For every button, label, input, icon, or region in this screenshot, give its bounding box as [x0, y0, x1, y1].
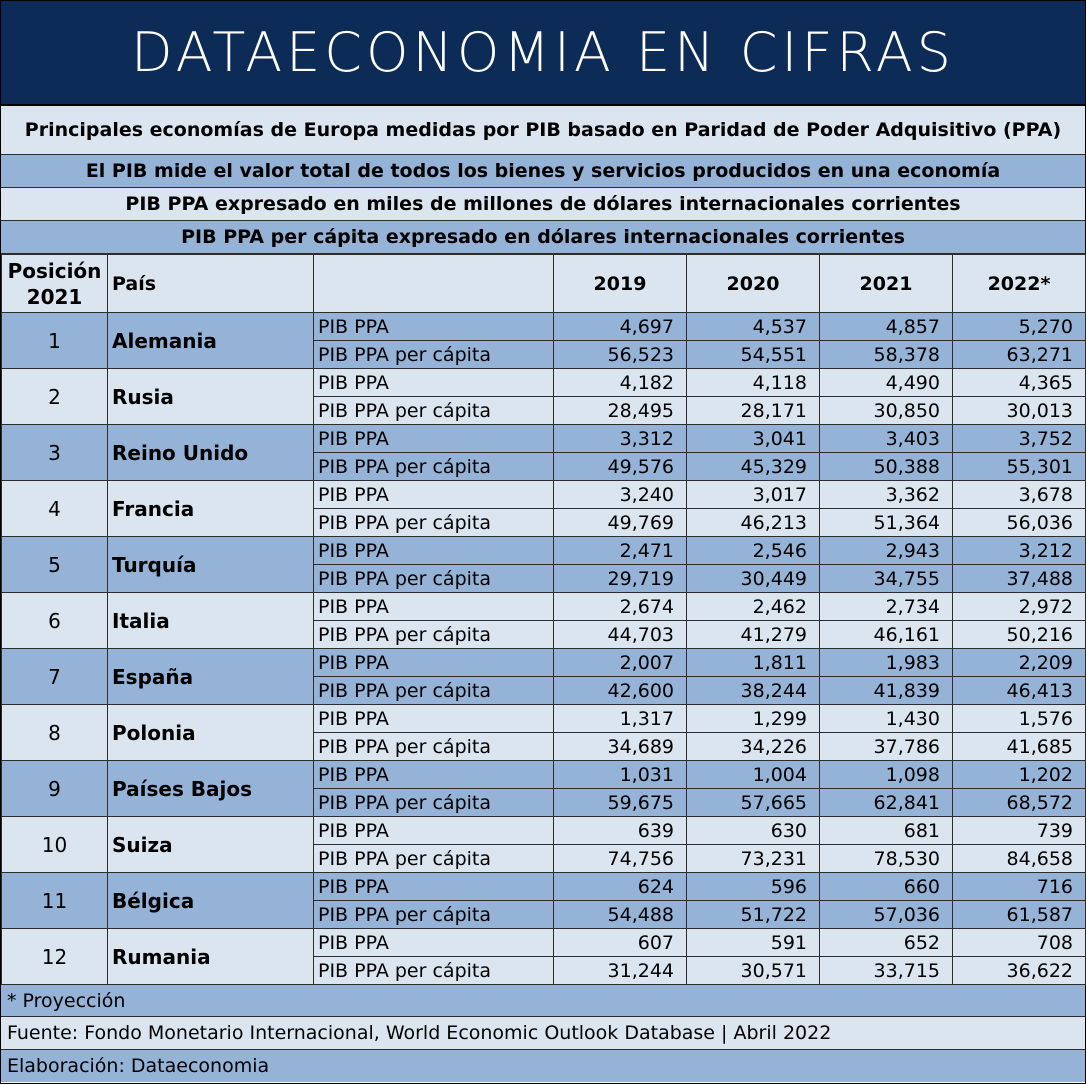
country-cell: Rusia — [108, 369, 314, 425]
per-capita-value-cell: 46,161 — [820, 621, 953, 649]
gdp-value-cell: 1,317 — [554, 705, 687, 733]
table-row — [2, 929, 1086, 957]
per-capita-value-cell: 46,413 — [953, 677, 1086, 705]
country-cell: Reino Unido — [108, 425, 314, 481]
per-capita-value-cell: 56,523 — [554, 341, 687, 369]
metric-label-per-capita: PIB PPA per cápita — [314, 341, 554, 369]
subtitle-main: Principales economías de Europa medidas por PIB basado en Paridad de Poder Adquisitivo (PPA) — [1, 106, 1085, 155]
per-capita-value-cell: 34,226 — [687, 733, 820, 761]
position-cell: 10 — [2, 817, 108, 873]
per-capita-value-cell: 38,244 — [687, 677, 820, 705]
column-header-metric — [314, 255, 554, 313]
metric-label-gdp: PIB PPA — [314, 313, 554, 341]
metric-label-gdp: PIB PPA — [314, 593, 554, 621]
per-capita-value-cell: 58,378 — [820, 341, 953, 369]
per-capita-value-cell: 41,839 — [820, 677, 953, 705]
gdp-table — [1, 254, 1086, 985]
table-row — [2, 873, 1086, 901]
per-capita-value-cell: 62,841 — [820, 789, 953, 817]
subtitle-gdp-definition: El PIB mide el valor total de todos los bienes y servicios producidos en una economía — [1, 155, 1085, 188]
country-cell: Países Bajos — [108, 761, 314, 817]
gdp-value-cell: 1,811 — [687, 649, 820, 677]
per-capita-value-cell: 46,213 — [687, 509, 820, 537]
gdp-value-cell: 716 — [953, 873, 1086, 901]
gdp-value-cell: 660 — [820, 873, 953, 901]
per-capita-value-cell: 74,756 — [554, 845, 687, 873]
per-capita-value-cell: 36,622 — [953, 957, 1086, 985]
per-capita-value-cell: 44,703 — [554, 621, 687, 649]
gdp-value-cell: 3,752 — [953, 425, 1086, 453]
metric-label-per-capita: PIB PPA per cápita — [314, 845, 554, 873]
per-capita-value-cell: 29,719 — [554, 565, 687, 593]
metric-label-gdp: PIB PPA — [314, 369, 554, 397]
metric-label-per-capita: PIB PPA per cápita — [314, 733, 554, 761]
per-capita-value-cell: 56,036 — [953, 509, 1086, 537]
gdp-value-cell: 2,546 — [687, 537, 820, 565]
position-cell: 2 — [2, 369, 108, 425]
position-cell: 4 — [2, 481, 108, 537]
per-capita-value-cell: 30,449 — [687, 565, 820, 593]
gdp-value-cell: 1,430 — [820, 705, 953, 733]
per-capita-value-cell: 50,388 — [820, 453, 953, 481]
table-row — [2, 425, 1086, 453]
gdp-value-cell: 2,007 — [554, 649, 687, 677]
table-row — [2, 761, 1086, 789]
column-header-position — [2, 255, 108, 313]
per-capita-value-cell: 34,689 — [554, 733, 687, 761]
per-capita-value-cell: 57,036 — [820, 901, 953, 929]
metric-label-per-capita: PIB PPA per cápita — [314, 621, 554, 649]
metric-label-gdp: PIB PPA — [314, 873, 554, 901]
gdp-value-cell: 4,365 — [953, 369, 1086, 397]
per-capita-value-cell: 68,572 — [953, 789, 1086, 817]
position-cell: 12 — [2, 929, 108, 985]
footer-source: Fuente: Fondo Monetario Internacional, World Economic Outlook Database | Abril 2022 — [1, 1017, 1085, 1050]
gdp-value-cell: 3,041 — [687, 425, 820, 453]
gdp-value-cell: 3,312 — [554, 425, 687, 453]
table-row — [2, 649, 1086, 677]
column-header-year: 2020 — [687, 255, 820, 313]
gdp-value-cell: 2,943 — [820, 537, 953, 565]
gdp-value-cell: 624 — [554, 873, 687, 901]
per-capita-value-cell: 59,675 — [554, 789, 687, 817]
per-capita-value-cell: 61,587 — [953, 901, 1086, 929]
gdp-value-cell: 739 — [953, 817, 1086, 845]
gdp-value-cell: 3,017 — [687, 481, 820, 509]
gdp-value-cell: 630 — [687, 817, 820, 845]
gdp-value-cell: 4,537 — [687, 313, 820, 341]
position-cell: 7 — [2, 649, 108, 705]
gdp-value-cell: 4,857 — [820, 313, 953, 341]
gdp-value-cell: 5,270 — [953, 313, 1086, 341]
per-capita-value-cell: 30,571 — [687, 957, 820, 985]
country-cell: Rumania — [108, 929, 314, 985]
subtitle-gdp-units: PIB PPA expresado en miles de millones de dólares internacionales corrientes — [1, 188, 1085, 221]
metric-label-per-capita: PIB PPA per cápita — [314, 677, 554, 705]
gdp-value-cell: 4,490 — [820, 369, 953, 397]
metric-label-per-capita: PIB PPA per cápita — [314, 901, 554, 929]
gdp-value-cell: 1,299 — [687, 705, 820, 733]
per-capita-value-cell: 49,769 — [554, 509, 687, 537]
per-capita-value-cell: 37,786 — [820, 733, 953, 761]
metric-label-per-capita: PIB PPA per cápita — [314, 453, 554, 481]
position-cell: 1 — [2, 313, 108, 369]
country-cell: España — [108, 649, 314, 705]
footnote-projection: * Proyección — [1, 985, 1085, 1017]
country-cell: Bélgica — [108, 873, 314, 929]
gdp-value-cell: 652 — [820, 929, 953, 957]
per-capita-value-cell: 33,715 — [820, 957, 953, 985]
gdp-value-cell: 3,240 — [554, 481, 687, 509]
gdp-value-cell: 596 — [687, 873, 820, 901]
table-header-row — [2, 255, 1086, 313]
per-capita-value-cell: 54,551 — [687, 341, 820, 369]
metric-label-gdp: PIB PPA — [314, 537, 554, 565]
gdp-value-cell: 3,362 — [820, 481, 953, 509]
gdp-value-cell: 681 — [820, 817, 953, 845]
metric-label-per-capita: PIB PPA per cápita — [314, 957, 554, 985]
per-capita-value-cell: 28,495 — [554, 397, 687, 425]
country-cell: Turquía — [108, 537, 314, 593]
gdp-value-cell: 3,678 — [953, 481, 1086, 509]
table-row — [2, 313, 1086, 341]
metric-label-per-capita: PIB PPA per cápita — [314, 509, 554, 537]
gdp-value-cell: 639 — [554, 817, 687, 845]
metric-label-gdp: PIB PPA — [314, 929, 554, 957]
gdp-value-cell: 1,202 — [953, 761, 1086, 789]
per-capita-value-cell: 73,231 — [687, 845, 820, 873]
gdp-value-cell: 1,031 — [554, 761, 687, 789]
gdp-value-cell: 1,098 — [820, 761, 953, 789]
per-capita-value-cell: 51,722 — [687, 901, 820, 929]
metric-label-per-capita: PIB PPA per cápita — [314, 397, 554, 425]
per-capita-value-cell: 28,171 — [687, 397, 820, 425]
country-cell: Italia — [108, 593, 314, 649]
gdp-value-cell: 1,576 — [953, 705, 1086, 733]
table-body — [2, 313, 1086, 985]
position-cell: 6 — [2, 593, 108, 649]
table-row — [2, 537, 1086, 565]
gdp-value-cell: 2,209 — [953, 649, 1086, 677]
per-capita-value-cell: 31,244 — [554, 957, 687, 985]
column-header-year: 2019 — [554, 255, 687, 313]
gdp-value-cell: 2,462 — [687, 593, 820, 621]
position-cell: 3 — [2, 425, 108, 481]
gdp-value-cell: 3,212 — [953, 537, 1086, 565]
gdp-value-cell: 4,118 — [687, 369, 820, 397]
gdp-value-cell: 591 — [687, 929, 820, 957]
gdp-value-cell: 2,674 — [554, 593, 687, 621]
per-capita-value-cell: 37,488 — [953, 565, 1086, 593]
footer-credit: Elaboración: Dataeconomia — [1, 1050, 1085, 1082]
metric-label-gdp: PIB PPA — [314, 481, 554, 509]
table-row — [2, 593, 1086, 621]
gdp-value-cell: 2,972 — [953, 593, 1086, 621]
column-header-year: 2022* — [953, 255, 1086, 313]
per-capita-value-cell: 30,013 — [953, 397, 1086, 425]
metric-label-gdp: PIB PPA — [314, 705, 554, 733]
per-capita-value-cell: 49,576 — [554, 453, 687, 481]
per-capita-value-cell: 57,665 — [687, 789, 820, 817]
per-capita-value-cell: 41,279 — [687, 621, 820, 649]
country-cell: Francia — [108, 481, 314, 537]
column-header-year: 2021 — [820, 255, 953, 313]
per-capita-value-cell: 41,685 — [953, 733, 1086, 761]
table-row — [2, 817, 1086, 845]
gdp-value-cell: 607 — [554, 929, 687, 957]
table-row — [2, 705, 1086, 733]
metric-label-per-capita: PIB PPA per cápita — [314, 789, 554, 817]
gdp-value-cell: 708 — [953, 929, 1086, 957]
per-capita-value-cell: 54,488 — [554, 901, 687, 929]
gdp-value-cell: 4,182 — [554, 369, 687, 397]
gdp-value-cell: 3,403 — [820, 425, 953, 453]
per-capita-value-cell: 50,216 — [953, 621, 1086, 649]
gdp-value-cell: 2,471 — [554, 537, 687, 565]
per-capita-value-cell: 34,755 — [820, 565, 953, 593]
gdp-value-cell: 2,734 — [820, 593, 953, 621]
per-capita-value-cell: 63,271 — [953, 341, 1086, 369]
position-cell: 11 — [2, 873, 108, 929]
country-cell: Alemania — [108, 313, 314, 369]
per-capita-value-cell: 55,301 — [953, 453, 1086, 481]
gdp-value-cell: 1,004 — [687, 761, 820, 789]
metric-label-per-capita: PIB PPA per cápita — [314, 565, 554, 593]
metric-label-gdp: PIB PPA — [314, 817, 554, 845]
subtitle-per-capita-units: PIB PPA per cápita expresado en dólares internacionales corrientes — [1, 221, 1085, 254]
country-cell: Suiza — [108, 817, 314, 873]
gdp-value-cell: 4,697 — [554, 313, 687, 341]
per-capita-value-cell: 78,530 — [820, 845, 953, 873]
table-row — [2, 369, 1086, 397]
column-header-position-year: 2021 — [26, 284, 83, 309]
metric-label-gdp: PIB PPA — [314, 761, 554, 789]
gdp-value-cell: 1,983 — [820, 649, 953, 677]
per-capita-value-cell: 42,600 — [554, 677, 687, 705]
country-cell: Polonia — [108, 705, 314, 761]
per-capita-value-cell: 45,329 — [687, 453, 820, 481]
column-header-position-label: Posición — [7, 258, 102, 283]
per-capita-value-cell: 51,364 — [820, 509, 953, 537]
column-header-country: País — [108, 255, 314, 313]
position-cell: 5 — [2, 537, 108, 593]
banner-title: DATAECONOMIA EN CIFRAS — [1, 1, 1085, 106]
metric-label-gdp: PIB PPA — [314, 425, 554, 453]
per-capita-value-cell: 84,658 — [953, 845, 1086, 873]
position-cell: 9 — [2, 761, 108, 817]
table-row — [2, 481, 1086, 509]
per-capita-value-cell: 30,850 — [820, 397, 953, 425]
position-cell: 8 — [2, 705, 108, 761]
metric-label-gdp: PIB PPA — [314, 649, 554, 677]
